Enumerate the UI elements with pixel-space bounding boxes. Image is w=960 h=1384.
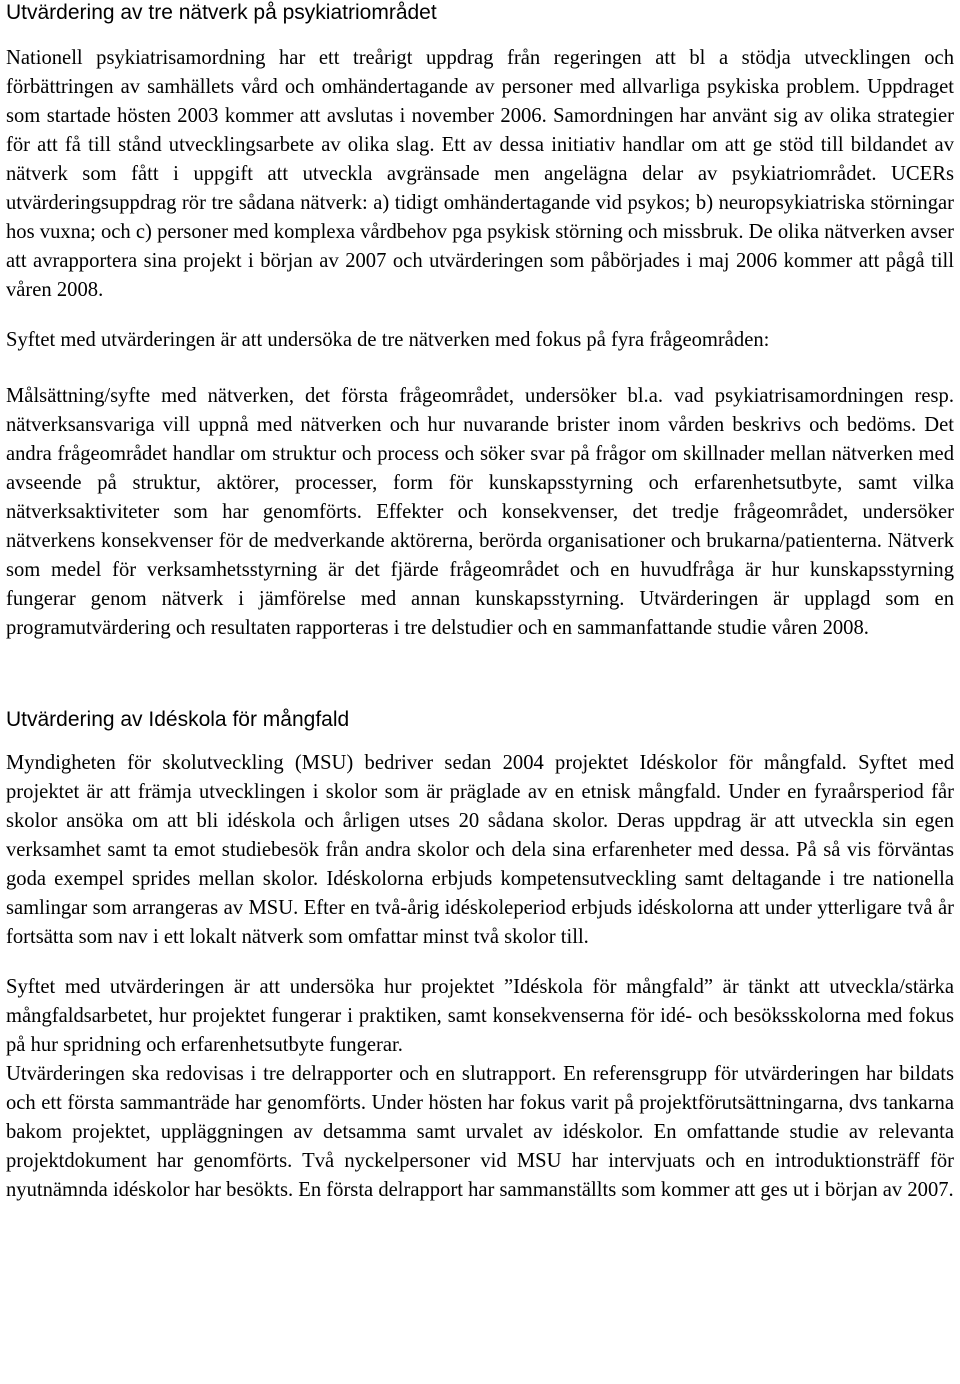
paragraph-ideskola-syfte: Syftet med utvärderingen är att undersöka hur projektet ”Idéskola för mångfald” är tänkt att utveckla/stärka mångfaldsarbetet, hur projektet fungerar i praktiken, samt konsekvenserna för idé- och besöksskolorna med fokus på hur spridning och erfarenhetsutbyte fungerar. (6, 976, 954, 1056)
paragraph-psykiatri-intro: Nationell psykiatrisamordning har ett treårigt uppdrag från regeringen att bl a stödja utvecklingen och förbättringen av samhällets vård och omhändertagande av personer med allvarliga psykiska problem. Uppdraget som startade hösten 2003 kommer att avslutas i november 2006. Samordningen har använt sig av olika strategier för att få till stånd utvecklingsarbete av olika slag. Ett av dessa initiativ handlar om att ge stöd till bildandet av nätverk som fått i uppgift att utveckla avgränsade men angelägna delar av psykiatriområdet. UCERs utvärderingsuppdrag rör tre sådana nätverk: a) tidigt omhändertagande vid psykos; b) neuropsykiatriska störningar hos vuxna; och c) personer med komplexa vårdbehov pga psykisk störning och missbruk. De olika nätverken avser att avrapportera sina projekt i början av 2007 och utvärderingen som påbörjades i maj 2006 kommer att pågå till våren 2008. (6, 47, 954, 301)
paragraph-psykiatri-syfte: Syftet med utvärderingen är att undersöka de tre nätverken med fokus på fyra frågeområden: (6, 329, 770, 351)
document-page (6, 0, 954, 1205)
paragraph-psykiatri-fragomraden: Målsättning/syfte med nätverken, det första frågeområdet, undersöker bl.a. vad psykiatrisamordningen resp. nätverksansvariga vill uppnå med nätverken och hur nuvarande brister inom vården beskrivs och bedöms. Det andra frågeområdet handlar om struktur och process och söker svar på frågor om skillnader mellan nätverken med avseende på struktur, aktörer, processer, form för kunskapsstyrning och erfarenhetsutbyte, samt vilka nätverksaktiviteter som har genomförts. Effekter och konsekvenser, det tredje frågeområdet, undersöker nätverkens konsekvenser för de medverkande aktörerna, berörda organisationer och brukarna/patienterna. Nätverk som medel för verksamhetsstyrning är det fjärde frågeområdet och en huvudfråga är hur kunskapsstyrning fungerar genom nätverk i jämförelse med annan kunskapsstyrning. Utvärderingen är upplagd som en programutvärdering och resultaten rapporteras i tre delstudier och en sammanfattande studie våren 2008. (6, 385, 954, 639)
paragraph-ideskola-intro: Myndigheten för skolutveckling (MSU) bedriver sedan 2004 projektet Idéskolor för mångfald. Syftet med projektet är att främja utvecklingen i skolor som är präglade av en etnisk mångfald. Under en fyraårsperiod får skolor ansöka om att bli idéskola och årligen utses 20 sådana skolor. Deras uppdrag är att utveckla sin egen verksamhet samt ta emot studiebesök från andra skolor och dela sina erfarenheter med dessa. På så vis förväntas goda exempel sprides mellan skolor. Idéskolorna erbjuds kompetensutveckling samt deltagande i tre nationella samlingar som arrangeras av MSU. Efter en två-årig idéskoleperiod erbjuds idéskolorna att under ytterligare två år fortsätta som nav i ett lokalt nätverk som omfattar minst två skolor till. (6, 752, 954, 948)
paragraph-ideskola-redovisning: Utvärderingen ska redovisas i tre delrapporter och en slutrapport. En referensgrupp för utvärderingen har bildats och ett första sammanträde har genomförts. Under hösten har fokus varit på projektförutsättningarna, dvs tankarna bakom projektet, uppläggningen av detsamma samt urvalet av idéskolor. En omfattande studie av relevanta projektdokument har genomförts. Två nyckelpersoner vid MSU har intervjuats och en introduktionsträff för nyutnämnda idéskolor har besökts. En första delrapport har sammanställts som kommer att ges ut i början av 2007. (6, 1063, 954, 1201)
section-heading-psykiatri: Utvärdering av tre nätverk på psykiatriområdet (6, 1, 437, 24)
section-heading-ideskola: Utvärdering av Idéskola för mångfald (6, 708, 350, 731)
